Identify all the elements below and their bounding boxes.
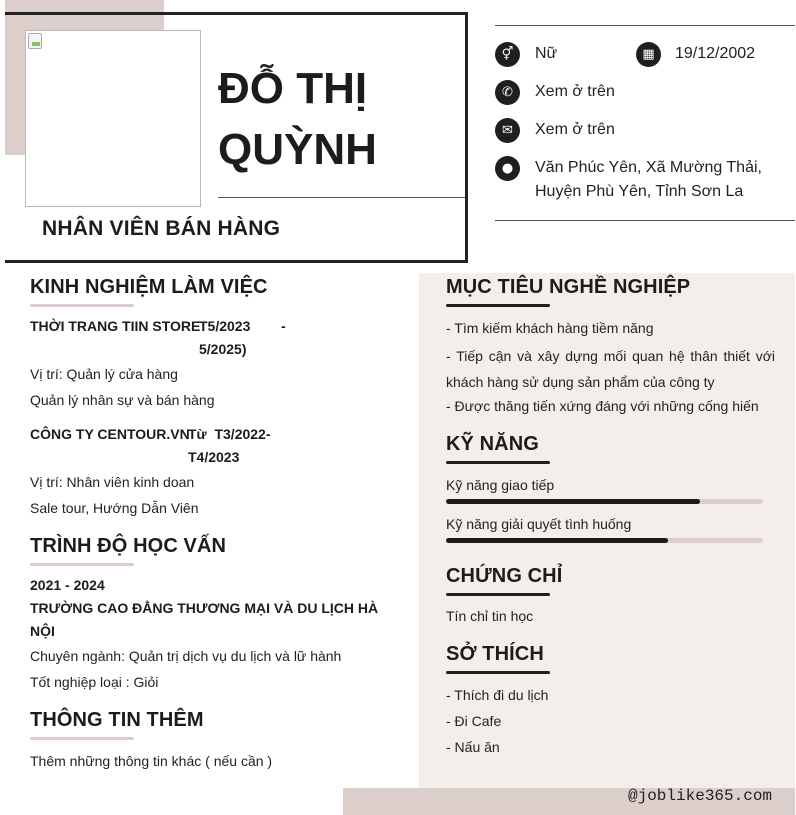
job-2-position: Vị trí: Nhân viên kinh doan	[30, 474, 195, 490]
job-1-period-start: T5/2023	[199, 318, 251, 334]
hobbies-underline	[446, 671, 550, 674]
certificates-title: CHỨNG CHỈ	[446, 565, 563, 587]
phone-icon: ✆	[495, 80, 520, 105]
experience-underline	[30, 304, 134, 307]
skill-2-label: Kỹ năng giải quyết tình huống	[446, 516, 632, 532]
education-years: 2021 - 2024	[30, 577, 105, 593]
education-underline	[30, 563, 134, 566]
education-major: Chuyên ngành: Quản trị dịch vụ du lịch và lữ hành	[30, 648, 342, 664]
job-1-description: Quản lý nhân sự và bán hàng	[30, 392, 215, 408]
skills-underline	[446, 461, 550, 464]
hobby-item-1: - Thích đi du lịch	[446, 687, 549, 703]
phone-value: Xem ở trên	[535, 83, 615, 100]
job-1-period-end: 5/2025)	[199, 341, 247, 357]
objective-title: MỤC TIÊU NGHỀ NGHIỆP	[446, 276, 691, 298]
objective-underline	[446, 304, 550, 307]
contact-divider-bottom	[495, 220, 795, 221]
extra-title: THÔNG TIN THÊM	[30, 709, 204, 731]
broken-image-icon	[28, 33, 42, 49]
job-2-period-end: T4/2023	[188, 449, 240, 465]
education-school-line-1: TRƯỜNG CAO ĐẲNG THƯƠNG MẠI VÀ DU LỊCH HÀ	[30, 600, 379, 616]
location-icon: ●	[495, 156, 520, 181]
skills-title: KỸ NĂNG	[446, 433, 539, 455]
dob-value: 19/12/2002	[675, 45, 756, 62]
objective-item-1: - Tìm kiếm khách hàng tiềm năng	[446, 320, 654, 336]
calendar-icon: ▦	[636, 42, 661, 67]
job-title: NHÂN VIÊN BÁN HÀNG	[42, 217, 281, 240]
contact-divider-top	[495, 25, 795, 26]
certificates-text: Tín chỉ tin học	[446, 608, 534, 624]
skill-1-bar-fill	[446, 499, 700, 504]
hobby-item-3: - Nấu ăn	[446, 739, 500, 755]
hobby-item-2: - Đi Cafe	[446, 713, 502, 729]
email-icon: ✉	[495, 118, 520, 143]
job-2-company: CÔNG TY CENTOUR.VN	[30, 426, 190, 442]
extra-underline	[30, 737, 134, 740]
footer-watermark: @joblike365.com	[628, 787, 773, 805]
skill-1-label: Kỹ năng giao tiếp	[446, 477, 555, 493]
skill-2-bar	[446, 538, 763, 543]
objective-item-2: - Tiếp cận và xây dựng mối quan hệ thân thiết với khách hàng sử dụng sản phẩm của công ty	[446, 348, 775, 390]
job-1-period-dash: -	[281, 318, 286, 334]
address-line-1: Văn Phúc Yên, Xã Mường Thải,	[535, 159, 762, 176]
email-value: Xem ở trên	[535, 121, 615, 138]
profile-photo	[25, 30, 201, 207]
address-line-2: Huyện Phù Yên, Tỉnh Sơn La	[535, 183, 744, 200]
experience-title: KINH NGHIỆM LÀM VIỆC	[30, 276, 268, 298]
skill-2-bar-fill	[446, 538, 668, 543]
candidate-name: ĐỖ THỊ QUỲNH	[218, 64, 377, 174]
gender-icon: ⚥	[495, 42, 520, 67]
job-1-company: THỜI TRANG TIIN STORE	[30, 318, 201, 334]
job-2-period-start: Từ T3/2022-	[188, 426, 271, 442]
education-school-line-2: NỘI	[30, 623, 55, 639]
skill-1-bar	[446, 499, 763, 504]
job-2-description: Sale tour, Hướng Dẫn Viên	[30, 500, 199, 516]
extra-text: Thêm những thông tin khác ( nếu cần )	[30, 753, 273, 769]
gender-value: Nữ	[535, 45, 558, 62]
objective-item-3: - Được thăng tiến xứng đáng với những cống hiến	[446, 398, 759, 414]
certificates-underline	[446, 593, 550, 596]
job-1-position: Vị trí: Quản lý cửa hàng	[30, 366, 178, 382]
hobbies-title: SỞ THÍCH	[446, 643, 544, 665]
name-divider	[218, 197, 465, 198]
education-title: TRÌNH ĐỘ HỌC VẤN	[30, 535, 227, 557]
education-grade: Tốt nghiệp loại : Giỏi	[30, 674, 159, 690]
